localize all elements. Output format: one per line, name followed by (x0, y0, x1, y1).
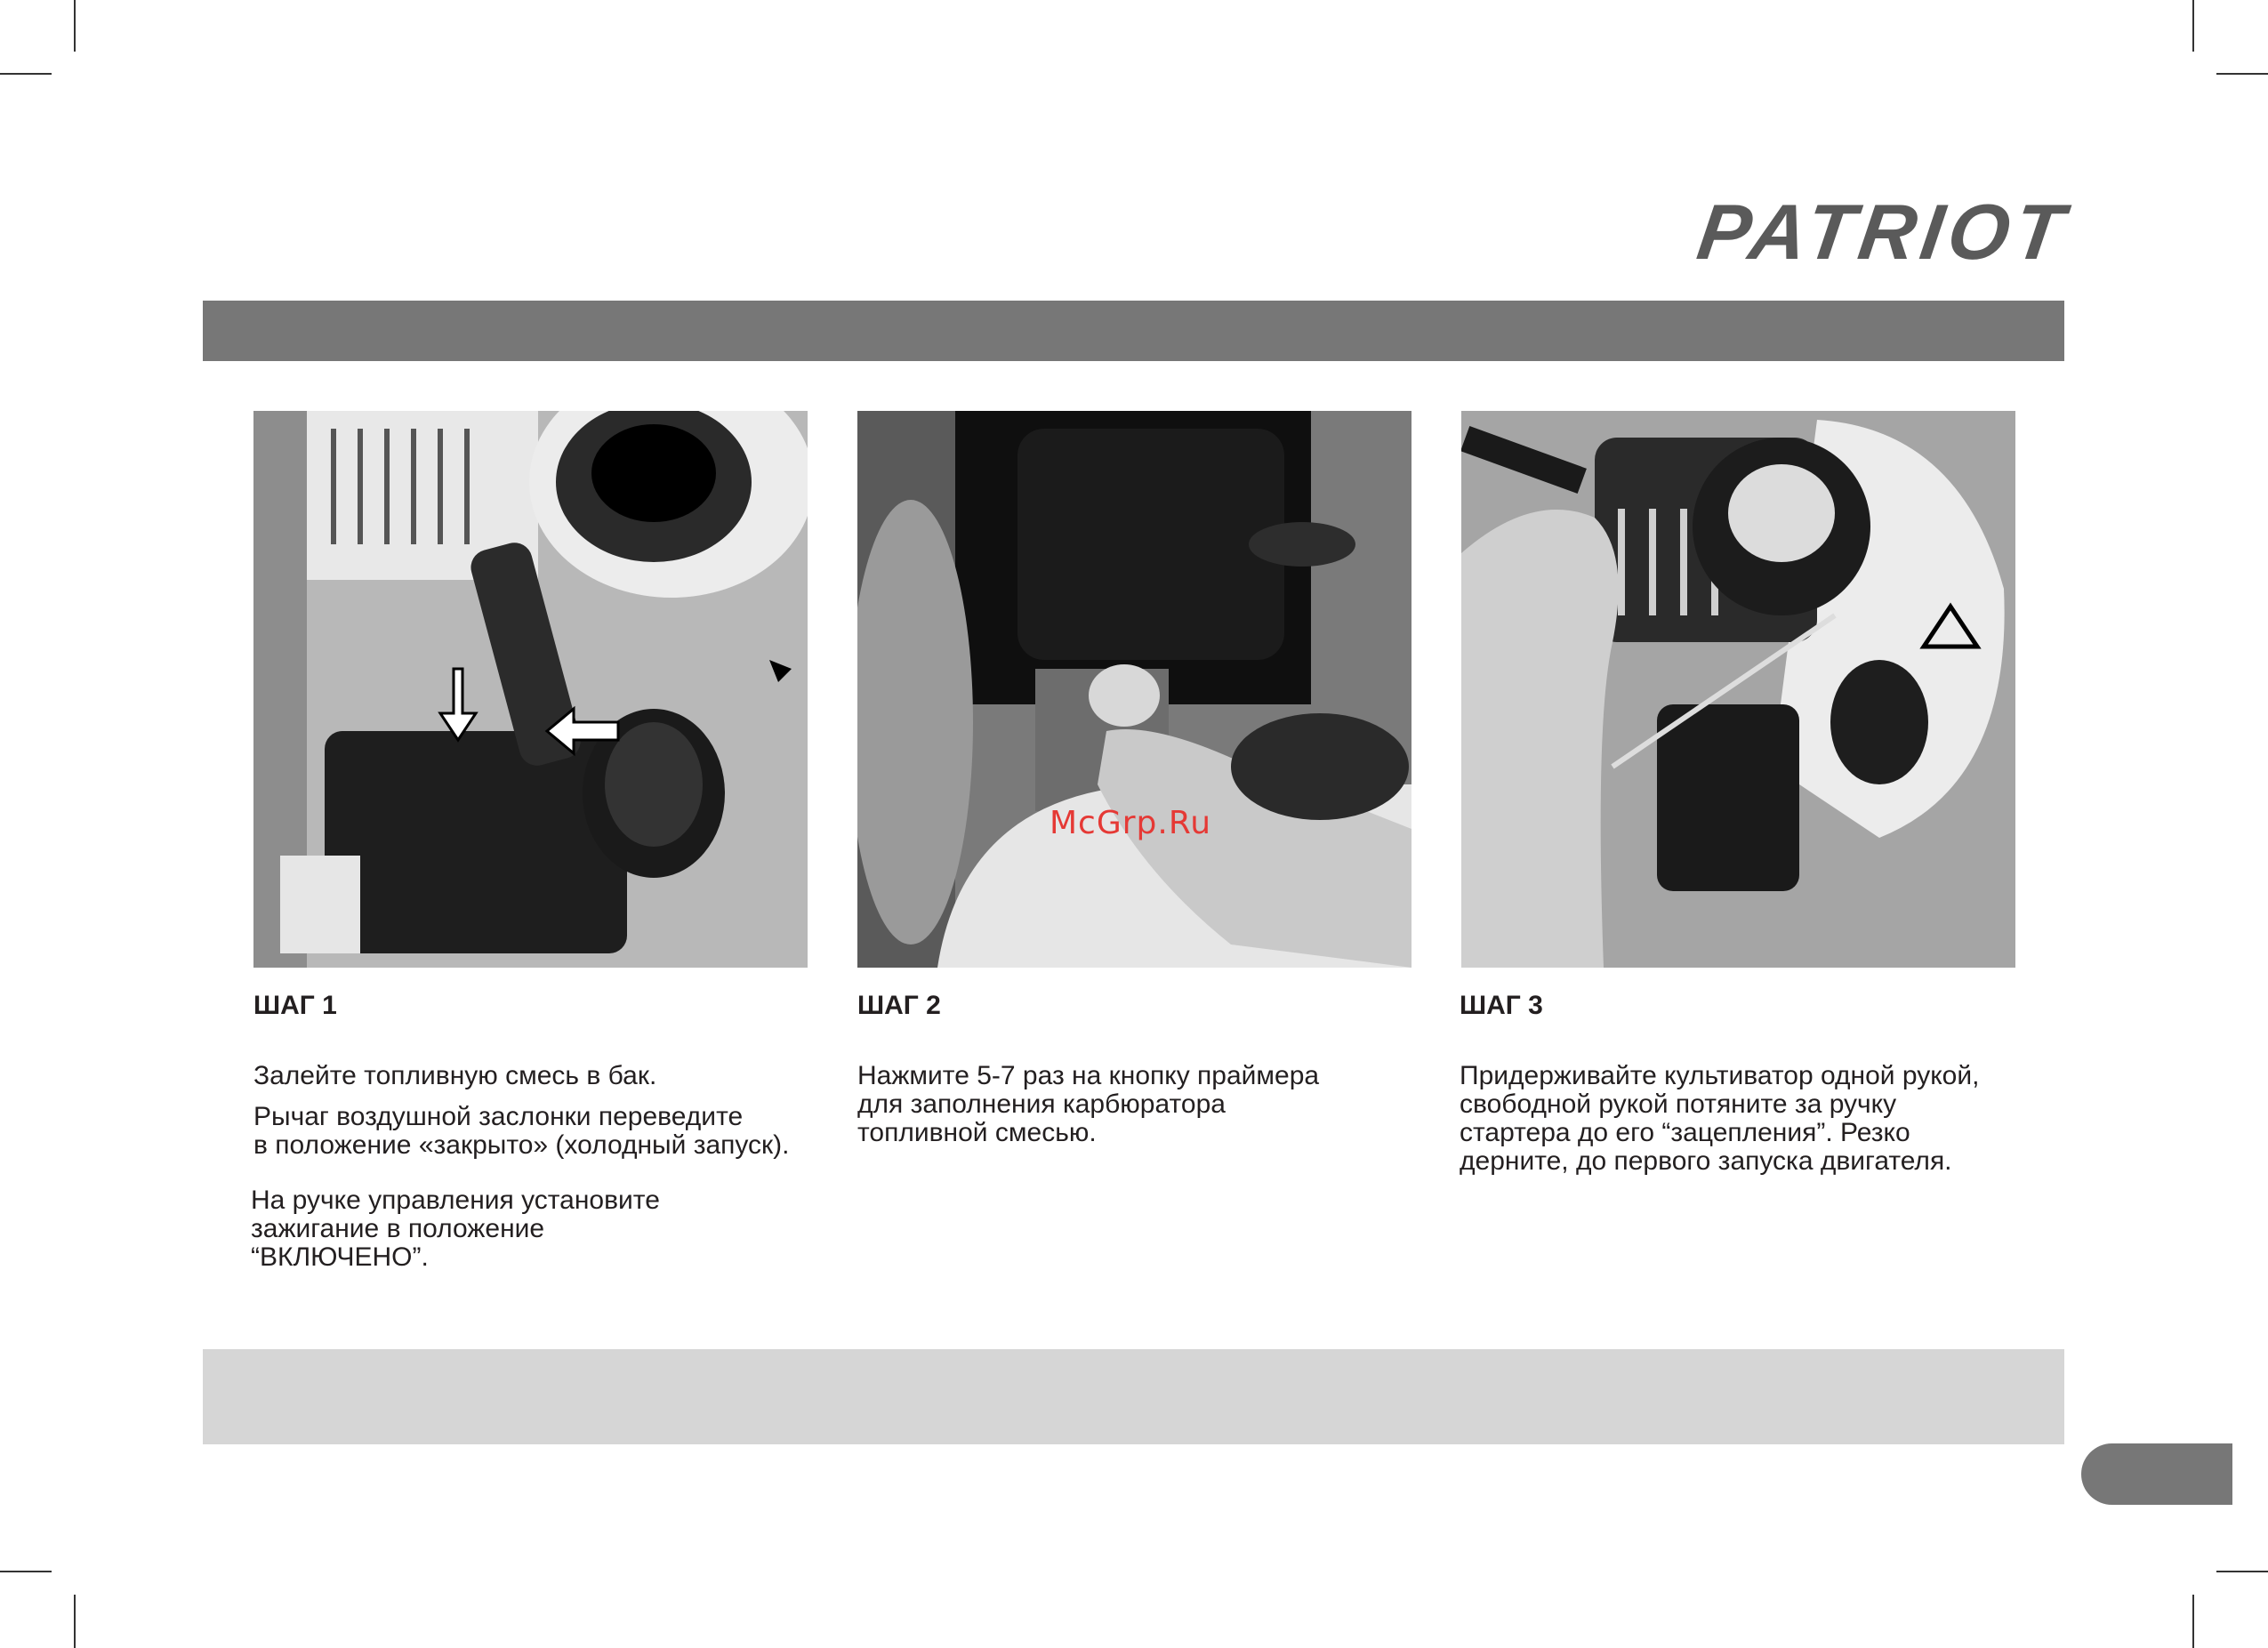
crop-mark (2192, 1595, 2194, 1648)
page-number-tab (2081, 1443, 2232, 1505)
crop-mark (2216, 1571, 2268, 1572)
step-2-photo (857, 411, 1411, 968)
crop-mark (74, 1595, 76, 1648)
step-1-photo (253, 411, 808, 968)
step-1-title: ШАГ 1 (253, 991, 337, 1020)
crop-mark (0, 73, 52, 75)
step-2-text-1: Нажмите 5-7 раз на кнопку праймера для заполнения карбюратора топливной смесью. (857, 1061, 1320, 1147)
step-3-photo (1461, 411, 2015, 968)
section-header-bar (203, 301, 2064, 361)
watermark: McGrp.Ru (1050, 805, 1212, 841)
patriot-logo: PATRIOT (1692, 188, 2075, 276)
step-3-text-1: Придерживайте культиватор одной рукой, свободной рукой потяните за ручку стартера до его “зацепления”. Резко дерните, до первого запуска двигателя. (1460, 1061, 1980, 1176)
step-1-text-3: На ручке управления установите зажигание в положение “ВКЛЮЧЕНО”. (251, 1186, 660, 1272)
step-1-text-1: Залейте топливную смесь в бак. (253, 1061, 657, 1090)
crop-mark (2192, 0, 2194, 52)
crop-mark (0, 1571, 52, 1572)
crop-mark (2216, 73, 2268, 75)
crop-mark (74, 0, 76, 52)
step-2-title: ШАГ 2 (857, 991, 941, 1020)
step-1-text-2: Рычаг воздушной заслонки переведите в положение «закрыто» (холодный запуск). (253, 1102, 790, 1160)
footer-note-bar (203, 1349, 2064, 1444)
step-3-title: ШАГ 3 (1460, 991, 1543, 1020)
